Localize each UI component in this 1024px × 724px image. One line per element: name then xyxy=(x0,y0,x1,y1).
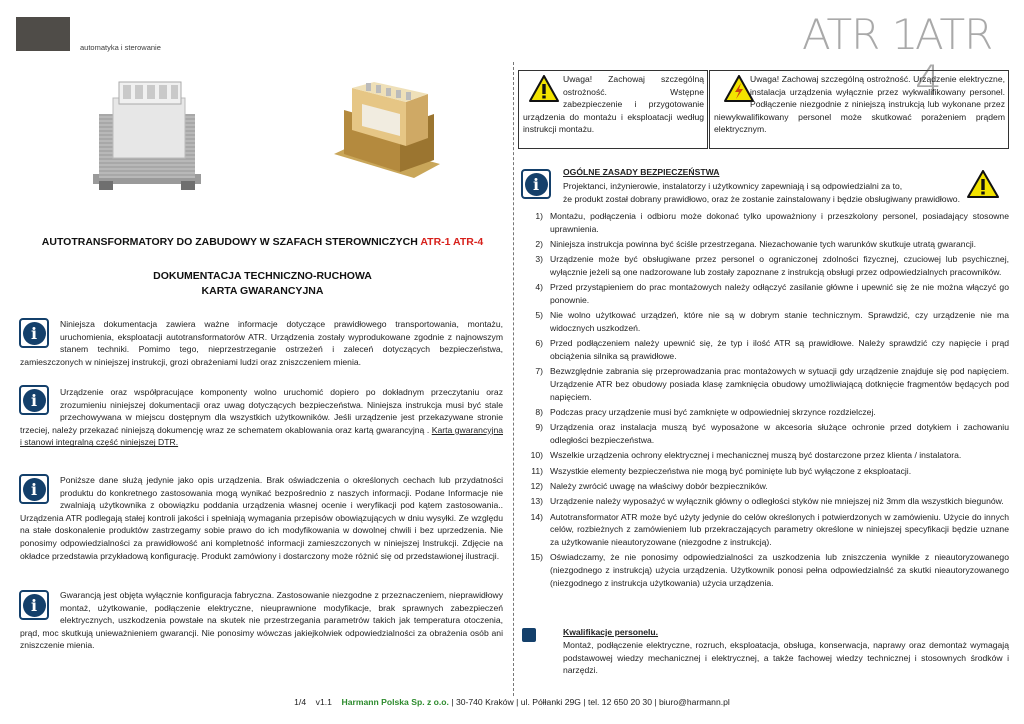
rule-text: Nie wolno użytkować urządzeń, które nie są w dobrym stanie technicznym. Sprawdzić, czy urządzenie nie ma widocznych uszkodzeń. xyxy=(550,310,1009,333)
safety-rule-item xyxy=(528,480,1009,493)
product-title-atr4: ATR 4 xyxy=(915,10,993,105)
company-contact: | 30-740 Kraków | ul. Półłanki 29G | tel. 12 650 20 30 | biuro@harmann.pl xyxy=(451,697,730,707)
info-icon: i xyxy=(521,169,551,199)
rule-text: Oświadczamy, że nie ponosimy odpowiedzialności za uszkodzenia lub zniszczenia wynikłe z nieautoryzowanego (niezgodnego z instrukcją) użycia urządzenia. Użytkownik ponosi pełna odpowiedzialnść za skutki nieautoryzowanego (niezgodnego z instrukcja użytkowania) użycia urządzenia. xyxy=(550,552,1009,588)
company-logo xyxy=(16,17,70,51)
product-photo-transformer-2 xyxy=(330,80,442,188)
safety-rule-item xyxy=(528,421,1009,446)
rule-text: Wszelkie urządzenia ochrony elektrycznej i mechanicznej muszą być dostarczone przez klienta / instalatora. xyxy=(550,450,962,461)
usage-paragraph: Urządzenie oraz współpracujące komponenty wolno uruchomić dopiero po dokładnym przeczytaniu oraz zrozumieniu niniejszej dokumentacji oraz uwag dotyczących bezpieczeństwa. Niniejsza instrukcja musi być stale przechowywana w miejscu dostępnym dla wszystkich użytkowników. Jeśli urządzenie jest przekazywane stronie trzeciej, należy przekazać niniejszą dokumencję wraz ze schematem okablowania oraz kartą gwarancyjną . Karta gwarancyjna i stanowi integralną część niniejszej DTR. xyxy=(20,387,504,448)
rule-text: Wszystkie elementy bezpieczeństwa nie mogą być pominięte lub być wyłączone z eksploatacji. xyxy=(550,465,912,476)
rule-number: 11) xyxy=(531,465,543,476)
safety-rule-item xyxy=(528,337,1009,362)
intro-paragraph: Niniejsza dokumentacja zawiera ważne informacje dotyczące prawidłowego transportowania, montażu, uruchomienia, eksploatacji autotransformatorów ATR. Urządzenia zostały wyprodukowane zgodnie z najnowszym stanem techniki. Pomimo tego, nieprzestrzeganie ostrzeżeń i zaleceń dotyczących bezpieczeństwa, zamieszczonych w niniejszej instrukcji, grozi obrażeniami ludzi oraz zniszczeniem mienia. xyxy=(20,319,503,367)
safety-rule-item xyxy=(528,281,1009,306)
info-icon: i xyxy=(19,385,49,415)
rule-number: 1) xyxy=(535,211,543,221)
caution-warning-text: Uwaga! Zachowaj szczególną ostrożność. Wstępne zabezpieczenie i przygotowanie urządzenia do montażu i eksploatacji według instrukcji montażu. xyxy=(523,74,704,135)
rule-text: Należy zwrócić uwagę na właściwy dobór bezpieczników. xyxy=(550,481,768,492)
safety-intro-line-1: Projektanci, inżynierowie, instalatorzy i użytkownicy zapewniają i są odpowiedzialni za to, xyxy=(563,181,903,191)
rule-text: Urządzenie może być obsługiwane przez personel o ograniczonej zdolności fizycznej, czuciowej lub psychicznej, wyłącznie jeżeli są one nadzorowane lub zostały zapoznane z instrukcją obsługi przez odpowiedzialnych pracowników. xyxy=(550,254,1009,277)
page-footer xyxy=(0,696,1024,709)
safety-rules-heading: OGÓLNE ZASADY BEZPIECZEŃSTWA xyxy=(563,167,720,177)
rule-number: 2) xyxy=(535,238,543,249)
personnel-text: Montaż, podłączenie elektryczne, rozruch, eksploatacja, obsługa, konserwacja, naprawy oraz demontaż wymagają podstawowej wiedzy mechanicznej i elektrycznej, a także fachowej wiedzy technicznej i stosownych środków i narzędzi. xyxy=(563,640,1009,676)
doc-version: v1.1 xyxy=(315,697,332,707)
rule-number: 9) xyxy=(535,422,543,433)
info-icon: i xyxy=(19,318,49,348)
rule-number: 4) xyxy=(535,282,543,293)
warranty-paragraph: Gwarancją jest objęta wyłącznie konfiguracja fabryczna. Zastosowanie niezgodne z przeznaczeniem, nieprawidłowy montaż, użytkowanie, podłączenie elektryczne, nieuprawnione modyfikacje, brak sprawnych zabezpieczeń elektrycznych, uszkodzenia powstałe na skutek nie przestrzegania parametrów takich jak temperatura otoczenia, prąd, moc skutkują unieważnieniem gwarancji. Nie ponosimy wówczas jakiejkolwiek odpowiedzialności za obrażenia osób ani zniszczenie mienia. xyxy=(20,590,503,651)
safety-rule-item xyxy=(528,495,1009,508)
info-icon: i xyxy=(19,474,49,504)
document-title-model: ATR-1 ATR-4 xyxy=(420,236,484,248)
rule-text: Przed podłączeniem należy upewnić się, że typ i ilość ATR są prawidłowe. Należy sprawdzić czy napięcie i prąd obciążenia silnika są prawidłowe. xyxy=(550,338,1009,361)
safety-rule-item xyxy=(528,511,1009,549)
safety-rule-item xyxy=(528,465,1009,478)
company-tagline: automatyka i sterowanie xyxy=(80,43,161,52)
rule-text: Urządzenia oraz instalacja muszą być wyposażone w akcesoria służące ochronie przed dotykiem i zachowaniu odległości bezpieczeństwa. xyxy=(550,422,1009,445)
personnel-heading: Kwalifikacje personelu. xyxy=(563,627,659,637)
product-title-atr1: ATR 1 xyxy=(802,10,918,59)
safety-rule-item xyxy=(528,210,1009,235)
safety-rule-item xyxy=(528,551,1009,589)
product-photo-transformer-1 xyxy=(85,76,210,194)
rule-number: 5) xyxy=(535,310,543,321)
column-divider xyxy=(513,62,514,696)
rule-text: Autotransformator ATR może być użyty jedynie do celów określonych i potwierdzonych w zamówieniu. Użycie do innych celów, rozbieżnych z zamówieniem lub przekraczających parametry określone w niniejszej specyfikacji będzie uznane za użytkowanie nieautoryzowane (niezgodne z instrukcją). xyxy=(550,511,1009,548)
rule-text: Niniejsza instrukcja powinna być ściśle przestrzegana. Niezachowanie tych warunków skutkuje utratą gwarancji. xyxy=(550,238,977,249)
rule-number: 8) xyxy=(535,406,543,417)
safety-intro-line-2: że produkt został dobrany prawidłowo, oraz że zostanie zainstalowany i będzie obsługiwany prawidłowo. xyxy=(563,194,960,204)
safety-rule-item xyxy=(528,309,1009,334)
rule-text: Przed przystąpieniem do prac montażowych należy odłączyć zasilanie główne i upewnić się że nie można włączyć go ponownie. xyxy=(550,282,1009,305)
safety-rule-item xyxy=(528,365,1009,403)
rule-number: 7) xyxy=(535,366,543,377)
safety-rules-list xyxy=(528,210,1009,592)
rule-number: 10) xyxy=(530,450,543,461)
caution-warning-box xyxy=(518,70,708,149)
company-name: Harmann Polska Sp. z o.o. xyxy=(341,697,449,707)
rule-number: 13) xyxy=(530,496,543,507)
safety-rule-item xyxy=(528,253,1009,278)
electric-warning-text: Uwaga! Zachowaj szczególną ostrożność. Urządzenie elektryczne, instalacja urządzenia wyłącznie przez wykwalifikowany personel. Podłączenie niezgodnie z niniejszą instrukcją lub wykonane przez niewykwalifikowany personel może skutkować porażeniem prądem elektrycznym. xyxy=(714,74,1005,135)
safety-rule-item xyxy=(528,406,1009,419)
rule-text: Podczas pracy urządzenie musi być zamknięte w odpowiedniej skrzynce rozdzielczej. xyxy=(550,406,876,417)
rule-number: 15) xyxy=(530,552,543,563)
rule-text: Bezwzględnie zabrania się przeprowadzania prac montażowych w sytuacji gdy urządzenie znajduje się pod napięciem. Urządzenie ATR bez obudowy posiada klasę zamknięcia obudowy umożliwiającą dotknięcie fragmentów będących pod napięciem. xyxy=(550,366,1009,402)
rule-number: 12) xyxy=(530,481,543,492)
rule-text: Urządzenie należy wyposażyć w wyłącznik główny o odległości styków nie mniejszej niż 3mm dla wszystkich biegunów. xyxy=(550,496,1004,507)
warning-exclamation-icon xyxy=(967,170,999,198)
page-number: 1/4 xyxy=(294,697,307,707)
rule-number: 6) xyxy=(535,338,543,349)
rule-number: 14) xyxy=(530,511,543,522)
disclaimer-paragraph: Poniższe dane służą jedynie jako opis urządzenia. Brak oświadczenia o określonych cechach lub przydatności produktu do konkretnego zastosowania mogą wynikać bezpośrednio z naszych informacji. Podane Informacje nie zwalniają użytkownika z obowiązku poddania urządzenia własnej ocenie i weryfikacji pod kątem zastosowania.. Urządzenia ATR podlegają stałej kontroli jakości i spełniają wymagania przepisów obowiązujących w dniu wysyłki. Ze względu na stałe doskonalenie produktów zastrzegamy sobie prawo do ich modyfikowania w dowolnej chwili i bez uprzedzenia. Nie ponosimy odpowiedzialności za prawidłowość ani kompletność informacji zamieszczonych w niniejszej Instrukcji. Zdjęcie na okładce przedstawia przykładową konfigurację. Produkt zamówiony i dostarczony może różnić się od przedstawionej ilustracji. xyxy=(20,475,503,561)
rule-text: Montażu, podłączenia i odbioru może dokonać tylko upoważniony i przeszkolony personel, posiadający stosowne uprawnienia. xyxy=(550,211,1009,234)
safety-rule-item xyxy=(528,449,1009,462)
rule-number: 3) xyxy=(535,254,543,265)
info-icon: i xyxy=(19,590,49,620)
warranty-integral-note: Karta gwarancyjna i stanowi integralną część niniejszej DTR. xyxy=(20,424,504,448)
document-title: AUTOTRANSFORMATORY DO ZABUDOWY W SZAFACH STEROWNICZYCH ATR-1 ATR-4 xyxy=(41,236,484,248)
subtitle-warranty: KARTA GWARANCYJNA xyxy=(201,285,324,297)
safety-rule-item xyxy=(528,238,1009,251)
info-icon xyxy=(522,628,536,642)
electric-warning-box xyxy=(709,70,1009,149)
subtitle-dtr: DOKUMENTACJA TECHNICZNO-RUCHOWA xyxy=(153,270,372,282)
